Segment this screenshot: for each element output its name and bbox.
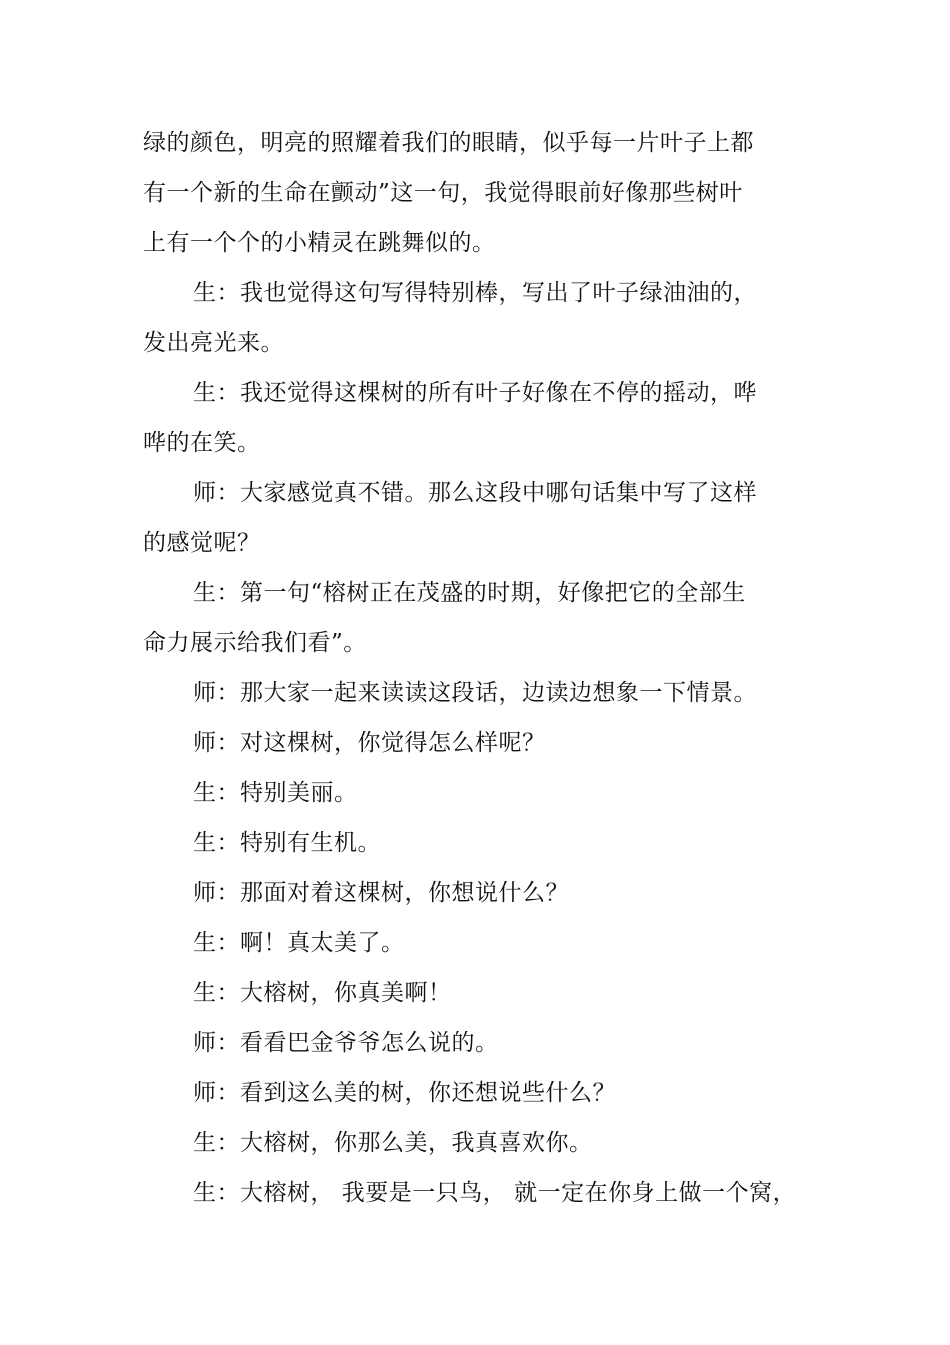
text-line-5: 发出亮光来。 xyxy=(143,330,284,356)
text-line-21: 生：大榕树，你那么美，我真喜欢你。 xyxy=(193,1130,593,1156)
text-line-14: 生：特别美丽。 xyxy=(193,780,358,806)
text-line-10: 生：第一句“榕树正在茂盛的时期，好像把它的全部生 xyxy=(193,580,746,606)
text-line-12: 师：那大家一起来读读这段话，边读边想象一下情景。 xyxy=(193,680,757,706)
text-line-17: 生：啊！真太美了。 xyxy=(193,930,405,956)
text-line-13: 师：对这棵树，你觉得怎么样呢？ xyxy=(193,730,546,756)
text-line-20: 师：看到这么美的树，你还想说些什么？ xyxy=(193,1080,616,1106)
text-line-6: 生：我还觉得这棵树的所有叶子好像在不停的摇动，哗 xyxy=(193,380,757,406)
text-line-1: 绿的颜色，明亮的照耀着我们的眼睛，似乎每一片叶子上都 xyxy=(143,130,754,156)
text-line-2: 有一个新的生命在颤动”这一句，我觉得眼前好像那些树叶 xyxy=(143,180,743,206)
text-line-3: 上有一个个的小精灵在跳舞似的。 xyxy=(143,230,496,256)
text-line-18: 生：大榕树，你真美啊！ xyxy=(193,980,452,1006)
text-line-4: 生：我也觉得这句写得特别棒，写出了叶子绿油油的， xyxy=(193,280,757,306)
text-line-22: 生：大榕树， 我要是一只鸟， 就一定在你身上做一个窝， xyxy=(193,1180,797,1206)
text-line-15: 生：特别有生机。 xyxy=(193,830,381,856)
text-line-7: 哗的在笑。 xyxy=(143,430,261,456)
text-line-9: 的感觉呢？ xyxy=(143,530,261,556)
document-body xyxy=(143,118,797,1218)
text-line-11: 命力展示给我们看”。 xyxy=(143,630,367,656)
text-line-16: 师：那面对着这棵树，你想说什么？ xyxy=(193,880,569,906)
text-line-8: 师：大家感觉真不错。那么这段中哪句话集中写了这样 xyxy=(193,480,757,506)
text-line-19: 师：看看巴金爷爷怎么说的。 xyxy=(193,1030,499,1056)
